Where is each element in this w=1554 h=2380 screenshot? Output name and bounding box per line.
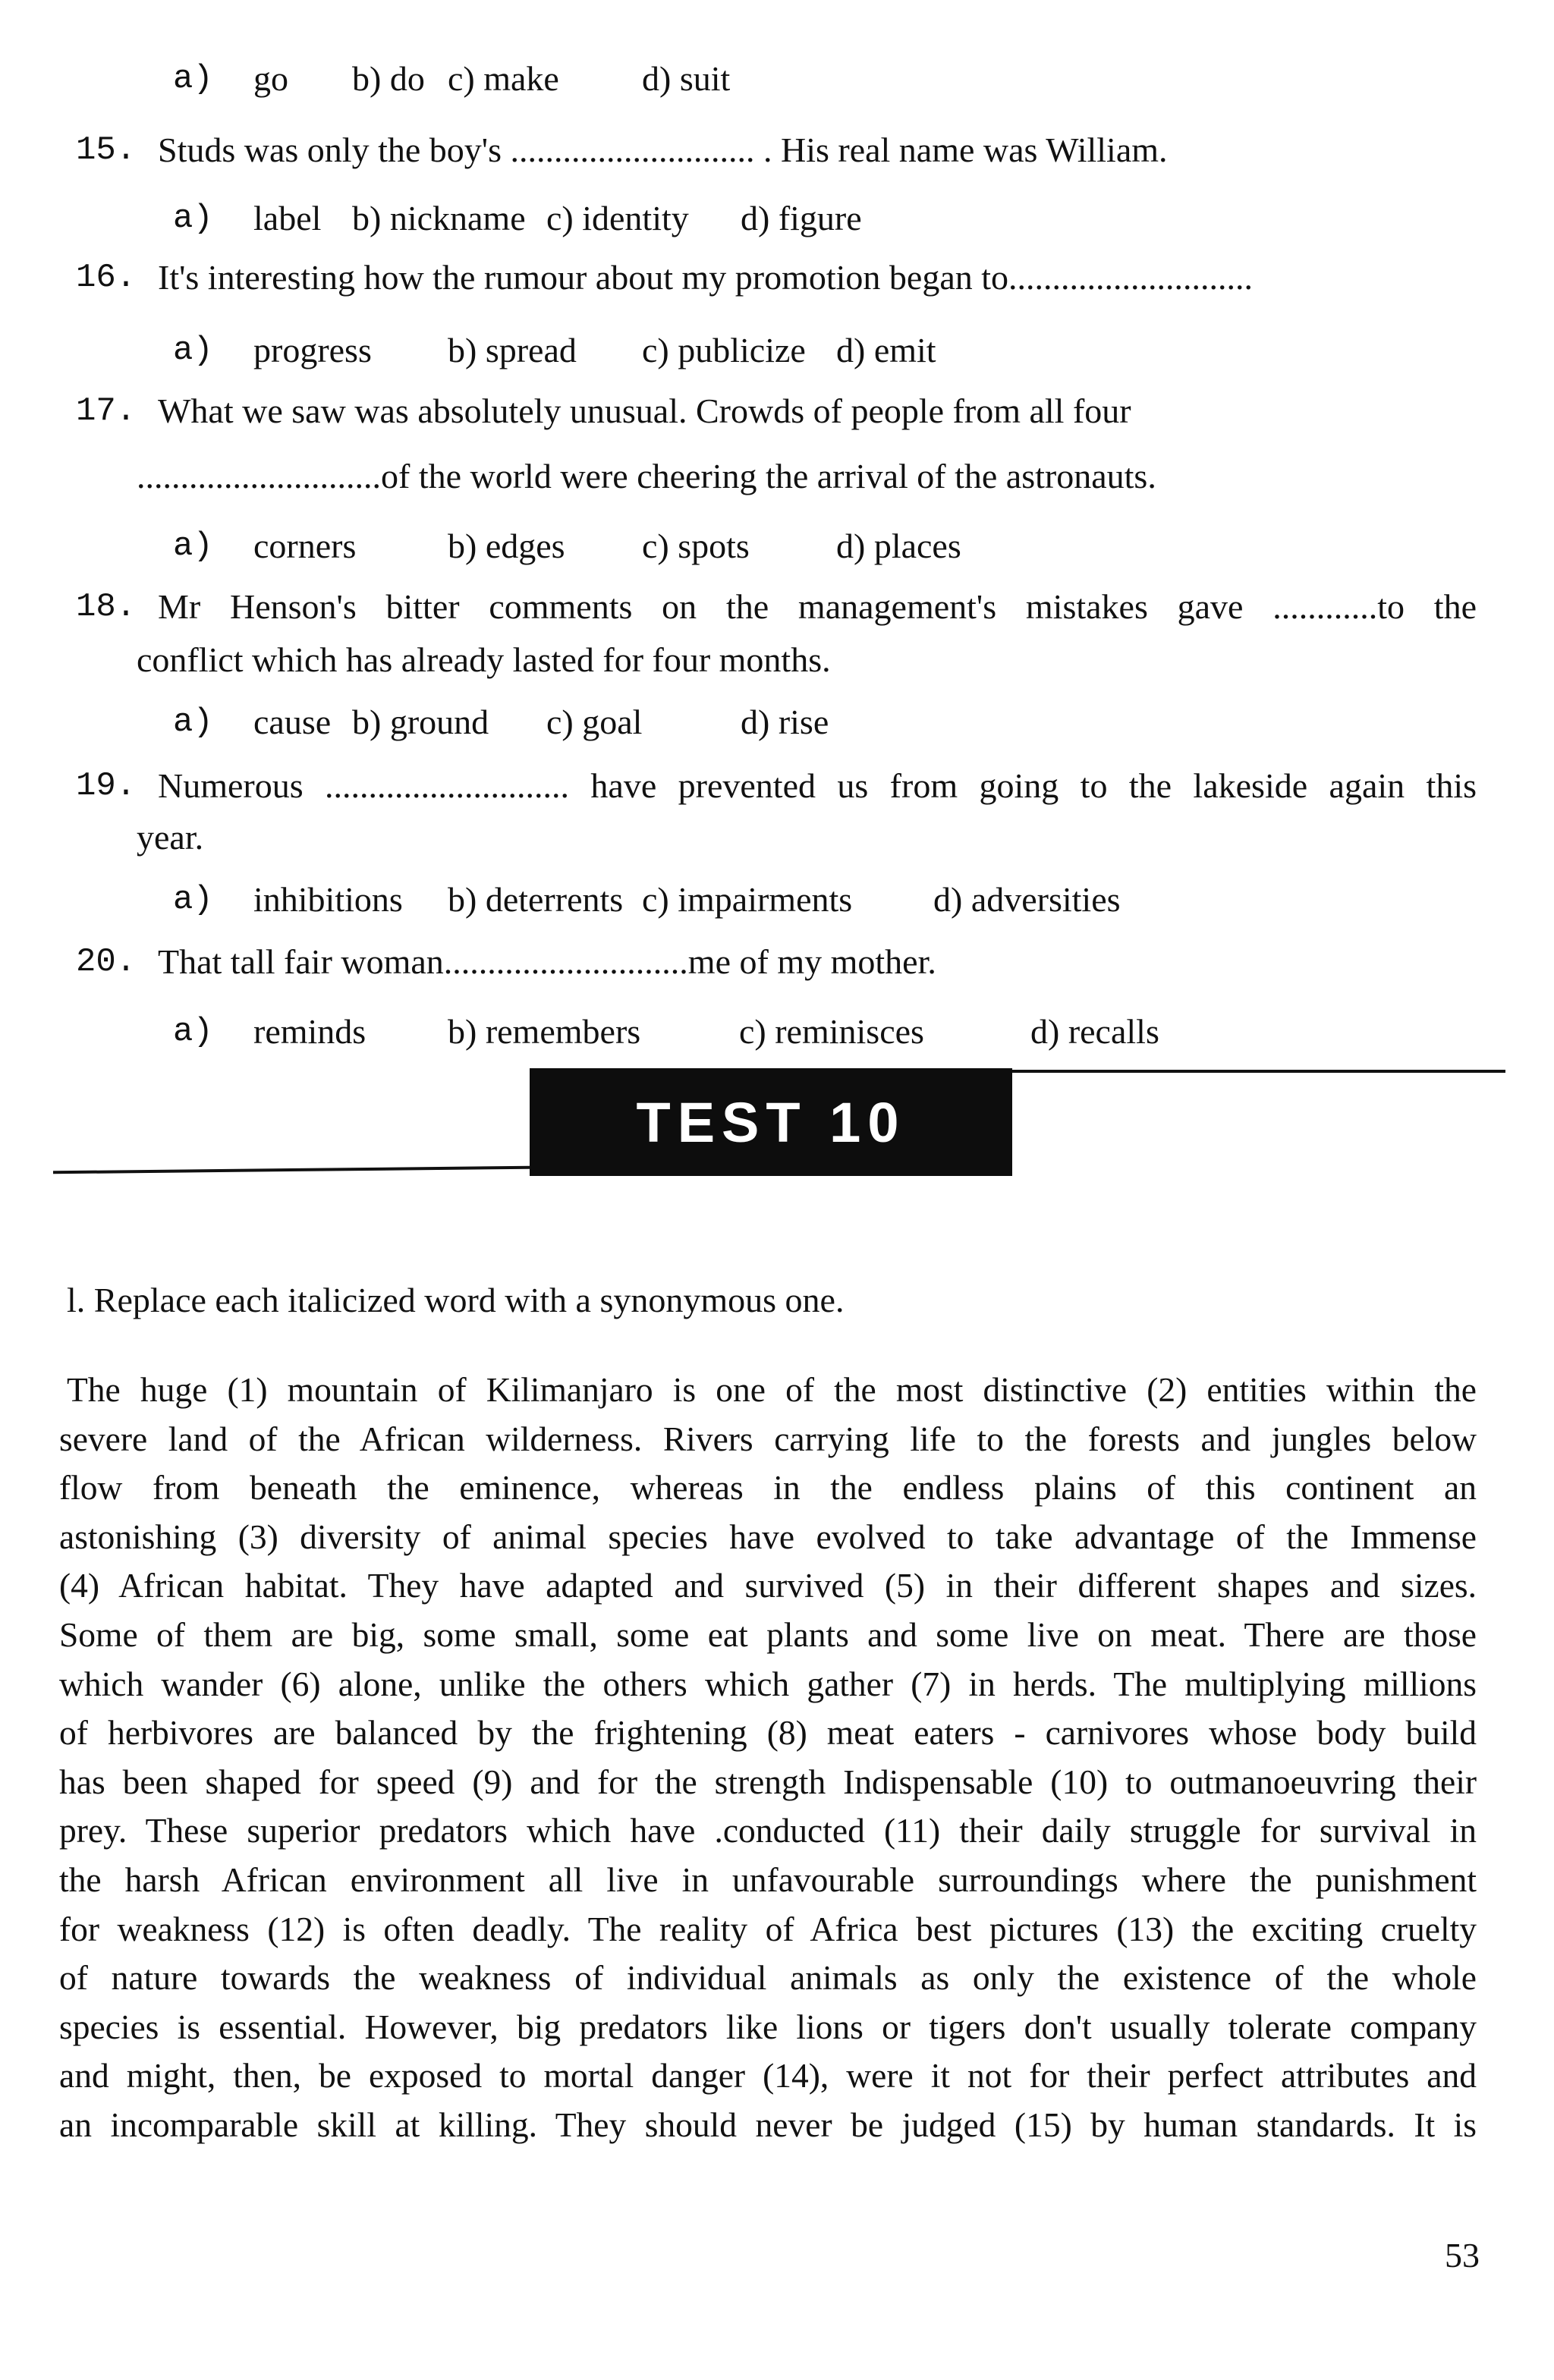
q18-option-c: c) goal bbox=[546, 703, 643, 741]
passage-line: which wander (6) alone, unlike the others which gather (7) in herds. The multiplying millions bbox=[59, 1664, 1477, 1703]
passage-line: has been shaped for speed (9) and for the strength Indispensable (10) to outmanoeuvring their bbox=[59, 1762, 1477, 1801]
banner-rule-right bbox=[1012, 1070, 1505, 1073]
q20-number: 20. bbox=[76, 943, 137, 981]
passage bbox=[59, 1366, 1477, 2150]
q15-number: 15. bbox=[76, 131, 137, 169]
passage-line: flow from beneath the eminence, whereas in the endless plains of this continent an bbox=[59, 1468, 1477, 1508]
passage-line: of herbivores are balanced by the frightening (8) meat eaters - carnivores whose body build bbox=[59, 1713, 1477, 1753]
q19-options bbox=[0, 879, 1554, 921]
q14-option-a: go bbox=[253, 59, 288, 98]
q19-option-d: d) adversities bbox=[933, 880, 1121, 919]
page-number: 53 bbox=[1445, 2236, 1480, 2275]
q18-option-a: cause bbox=[253, 703, 332, 741]
q17-number: 17. bbox=[76, 392, 137, 430]
task-instruction: l. Replace each italicized word with a synonymous one. bbox=[67, 1281, 845, 1319]
q17-option-c: c) spots bbox=[642, 527, 750, 565]
q20-option-c: c) reminisces bbox=[739, 1012, 924, 1051]
passage-line: (4) African habitat. They have adapted and survived (5) in their different shapes and sizes. bbox=[59, 1566, 1477, 1605]
q17-text: What we saw was absolutely unusual. Crowds of people from all four bbox=[158, 391, 1131, 430]
q14-option-d: d) suit bbox=[642, 59, 731, 98]
q18-option-d: d) rise bbox=[741, 703, 829, 741]
q16-option-c: c) publicize bbox=[642, 331, 806, 369]
q15-option-b: b) nickname bbox=[352, 199, 526, 237]
q15-option-label: a) bbox=[173, 200, 213, 237]
q20-options bbox=[0, 1011, 1554, 1053]
q14-option-c: c) make bbox=[448, 59, 559, 98]
passage-line: astonishing (3) diversity of animal species have evolved to take advantage of the Immense bbox=[59, 1517, 1477, 1556]
q19-number: 19. bbox=[76, 767, 137, 805]
passage-line: severe land of the African wilderness. Rivers carrying life to the forests and jungles below bbox=[59, 1419, 1477, 1458]
q18-text: Mr Henson's bitter comments on the management's mistakes gave ............to the bbox=[158, 587, 1477, 626]
test-title: TEST 10 bbox=[636, 1090, 906, 1154]
q15-options bbox=[0, 197, 1554, 240]
q19-option-a: inhibitions bbox=[253, 880, 403, 919]
q15-option-d: d) figure bbox=[741, 199, 862, 237]
q16-number: 16. bbox=[76, 259, 137, 297]
q17-option-b: b) edges bbox=[448, 527, 565, 565]
passage-line: the harsh African environment all live in unfavourable surroundings where the punishment bbox=[59, 1860, 1477, 1899]
q20-text: That tall fair woman............................me of my mother. bbox=[158, 942, 936, 981]
q19-text: Numerous ............................ have prevented us from going to the lakeside again this bbox=[158, 766, 1477, 805]
q20-option-b: b) remembers bbox=[448, 1012, 641, 1051]
q18-number: 18. bbox=[76, 588, 137, 626]
passage-line: Some of them are big, some small, some eat plants and some live on meat. There are those bbox=[59, 1614, 1477, 1654]
passage-line: of nature towards the weakness of individual animals as only the existence of the whole bbox=[59, 1958, 1477, 1998]
q18-options bbox=[0, 701, 1554, 744]
q19-option-c: c) impairments bbox=[642, 880, 853, 919]
q18-option-label: a) bbox=[173, 703, 213, 741]
passage-line: prey. These superior predators which have .conducted (11) their daily struggle for survival in bbox=[59, 1811, 1477, 1850]
q17-text-continued: ............................of the world were cheering the arrival of the astronauts. bbox=[137, 457, 1156, 495]
q20-option-a: reminds bbox=[253, 1012, 366, 1051]
passage-line: The huge (1) mountain of Kilimanjaro is one of the most distinctive (2) entities within the bbox=[67, 1370, 1477, 1409]
q19-option-b: b) deterrents bbox=[448, 880, 624, 919]
q15-option-c: c) identity bbox=[546, 199, 689, 237]
q16-option-b: b) spread bbox=[448, 331, 577, 369]
q14-options bbox=[0, 58, 1554, 100]
passage-line: and might, then, be exposed to mortal danger (14), were it not for their perfect attributes and bbox=[59, 2056, 1477, 2095]
q16-text: It's interesting how the rumour about my promotion began to............................ bbox=[158, 258, 1254, 297]
q19-option-label: a) bbox=[173, 881, 213, 919]
passage-line: species is essential. However, big predators like lions or tigers don't usually tolerate company bbox=[59, 2007, 1477, 2046]
q15-text: Studs was only the boy's ............................ . His real name was William. bbox=[158, 130, 1168, 169]
q14-option-b: b) do bbox=[352, 59, 425, 98]
q15-option-a: label bbox=[253, 199, 322, 237]
q17-options bbox=[0, 525, 1554, 567]
test-title-banner bbox=[530, 1068, 1012, 1176]
q20-option-d: d) recalls bbox=[1030, 1012, 1159, 1051]
passage-line: for weakness (12) is often deadly. The reality of Africa best pictures (13) the exciting cruelty bbox=[59, 1909, 1477, 1948]
banner-rule-left bbox=[53, 1166, 530, 1174]
q18-text-continued: conflict which has already lasted for four months. bbox=[137, 640, 831, 679]
q16-options bbox=[0, 329, 1554, 372]
q20-option-label: a) bbox=[173, 1013, 213, 1051]
q16-option-a: progress bbox=[253, 331, 372, 369]
passage-line: an incomparable skill at killing. They should never be judged (15) by human standards. It is bbox=[59, 2105, 1477, 2144]
q17-option-a: corners bbox=[253, 527, 357, 565]
q18-option-b: b) ground bbox=[352, 703, 489, 741]
q16-option-d: d) emit bbox=[836, 331, 936, 369]
q17-option-label: a) bbox=[173, 527, 213, 565]
q14-option-label: a) bbox=[173, 60, 213, 98]
q19-text-continued: year. bbox=[137, 818, 204, 857]
q16-option-label: a) bbox=[173, 332, 213, 369]
q17-option-d: d) places bbox=[836, 527, 961, 565]
